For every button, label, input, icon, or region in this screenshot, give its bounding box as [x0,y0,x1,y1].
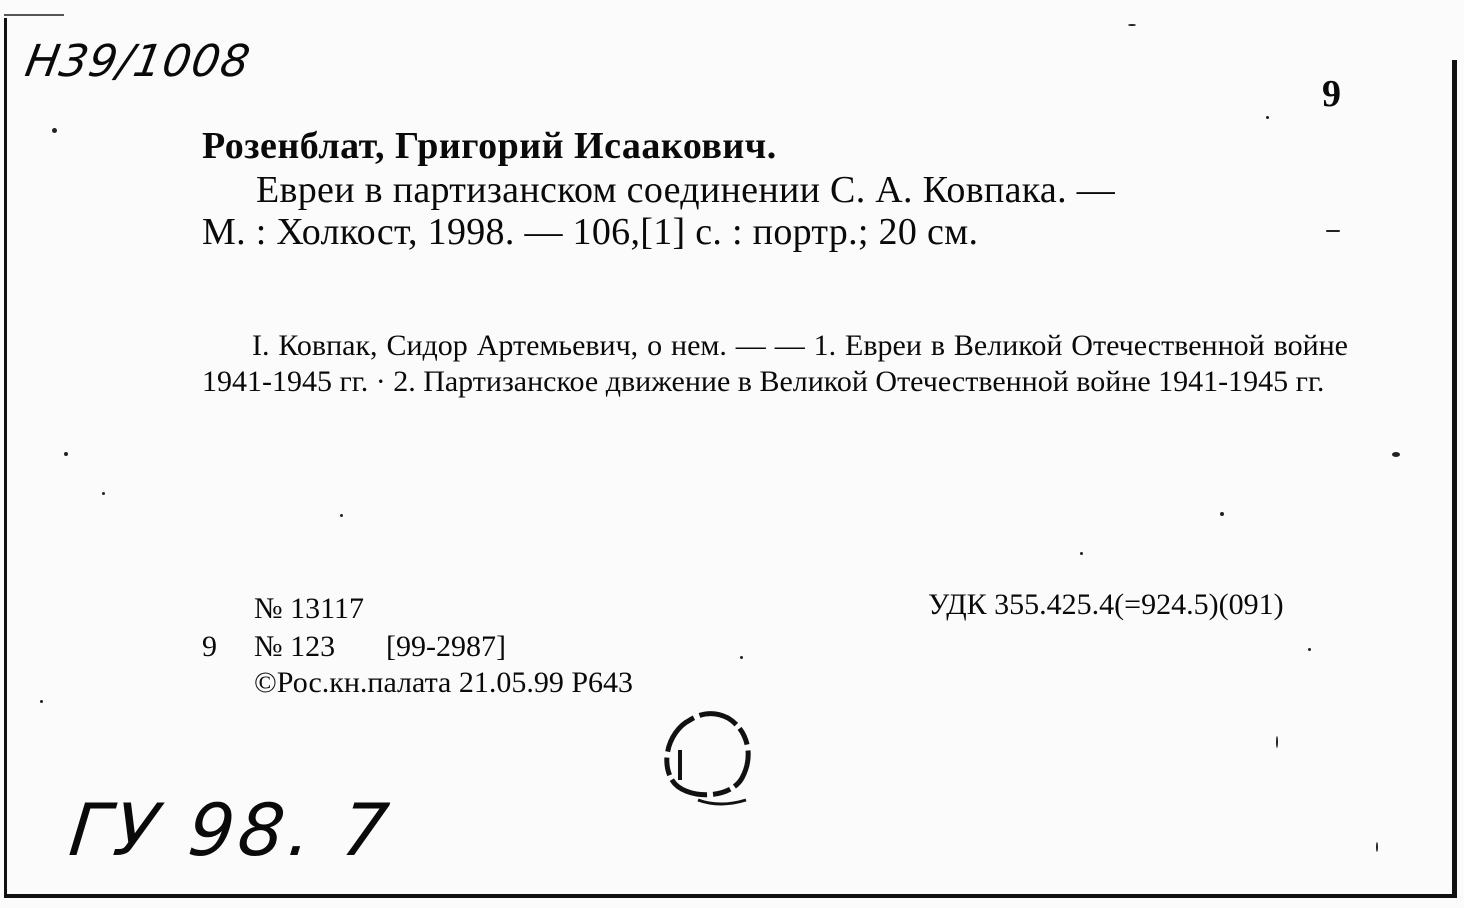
author-heading: Розенблат, Григорий Исаакович. [202,125,777,167]
circular-stamp [650,700,770,810]
ink-speck [1220,512,1224,516]
card-border-top [4,14,64,16]
publication-details: М. : Холкост, 1998. — 106,[1] с. : портр.; 20 см. [202,211,979,253]
registration-prefix: 9 [202,630,217,663]
card-border-right [1452,60,1457,898]
registration-code: [99-2987] [386,630,506,663]
card-number: 9 [1322,73,1341,115]
ink-speck [740,656,743,659]
ink-speck [1326,230,1340,232]
ink-speck [1276,736,1278,748]
ink-speck [340,514,343,517]
handwritten-bottom-note: ГУ 98. 7 [65,788,397,872]
card-border-left [4,18,7,898]
ink-speck [64,452,68,456]
title-statement: Евреи в партизанском соединении С. А. Ковпака. — [256,169,1115,211]
ink-speck [1080,552,1083,555]
copyright-line: ©Рос.кн.палата 21.05.99 Р643 [254,666,634,699]
subject-headings [202,328,1348,400]
registration-number-2: № 123 [254,630,336,663]
udc-classification: УДК 355.425.4(=924.5)(091) [928,588,1284,621]
ink-speck [1308,648,1311,651]
ink-speck [52,128,57,133]
ink-speck [1376,842,1378,852]
ink-speck [40,700,43,703]
ink-speck [102,492,105,495]
ink-speck [1266,116,1269,119]
ink-speck [1392,452,1400,457]
subject-headings-text: I. Ковпак, Сидор Артемьевич, о нем. — — 1. Евреи в Великой Отечественной войне 1941-1945 гг. · 2. Партизанское движение в Великой Отечественной войне 1941-1945 гг. [202,329,1348,398]
handwritten-shelfmark: Н39/1008 [21,36,255,87]
card-border-bottom [4,894,1456,898]
registration-number-1: № 13117 [254,592,365,625]
ink-speck [1128,24,1136,26]
